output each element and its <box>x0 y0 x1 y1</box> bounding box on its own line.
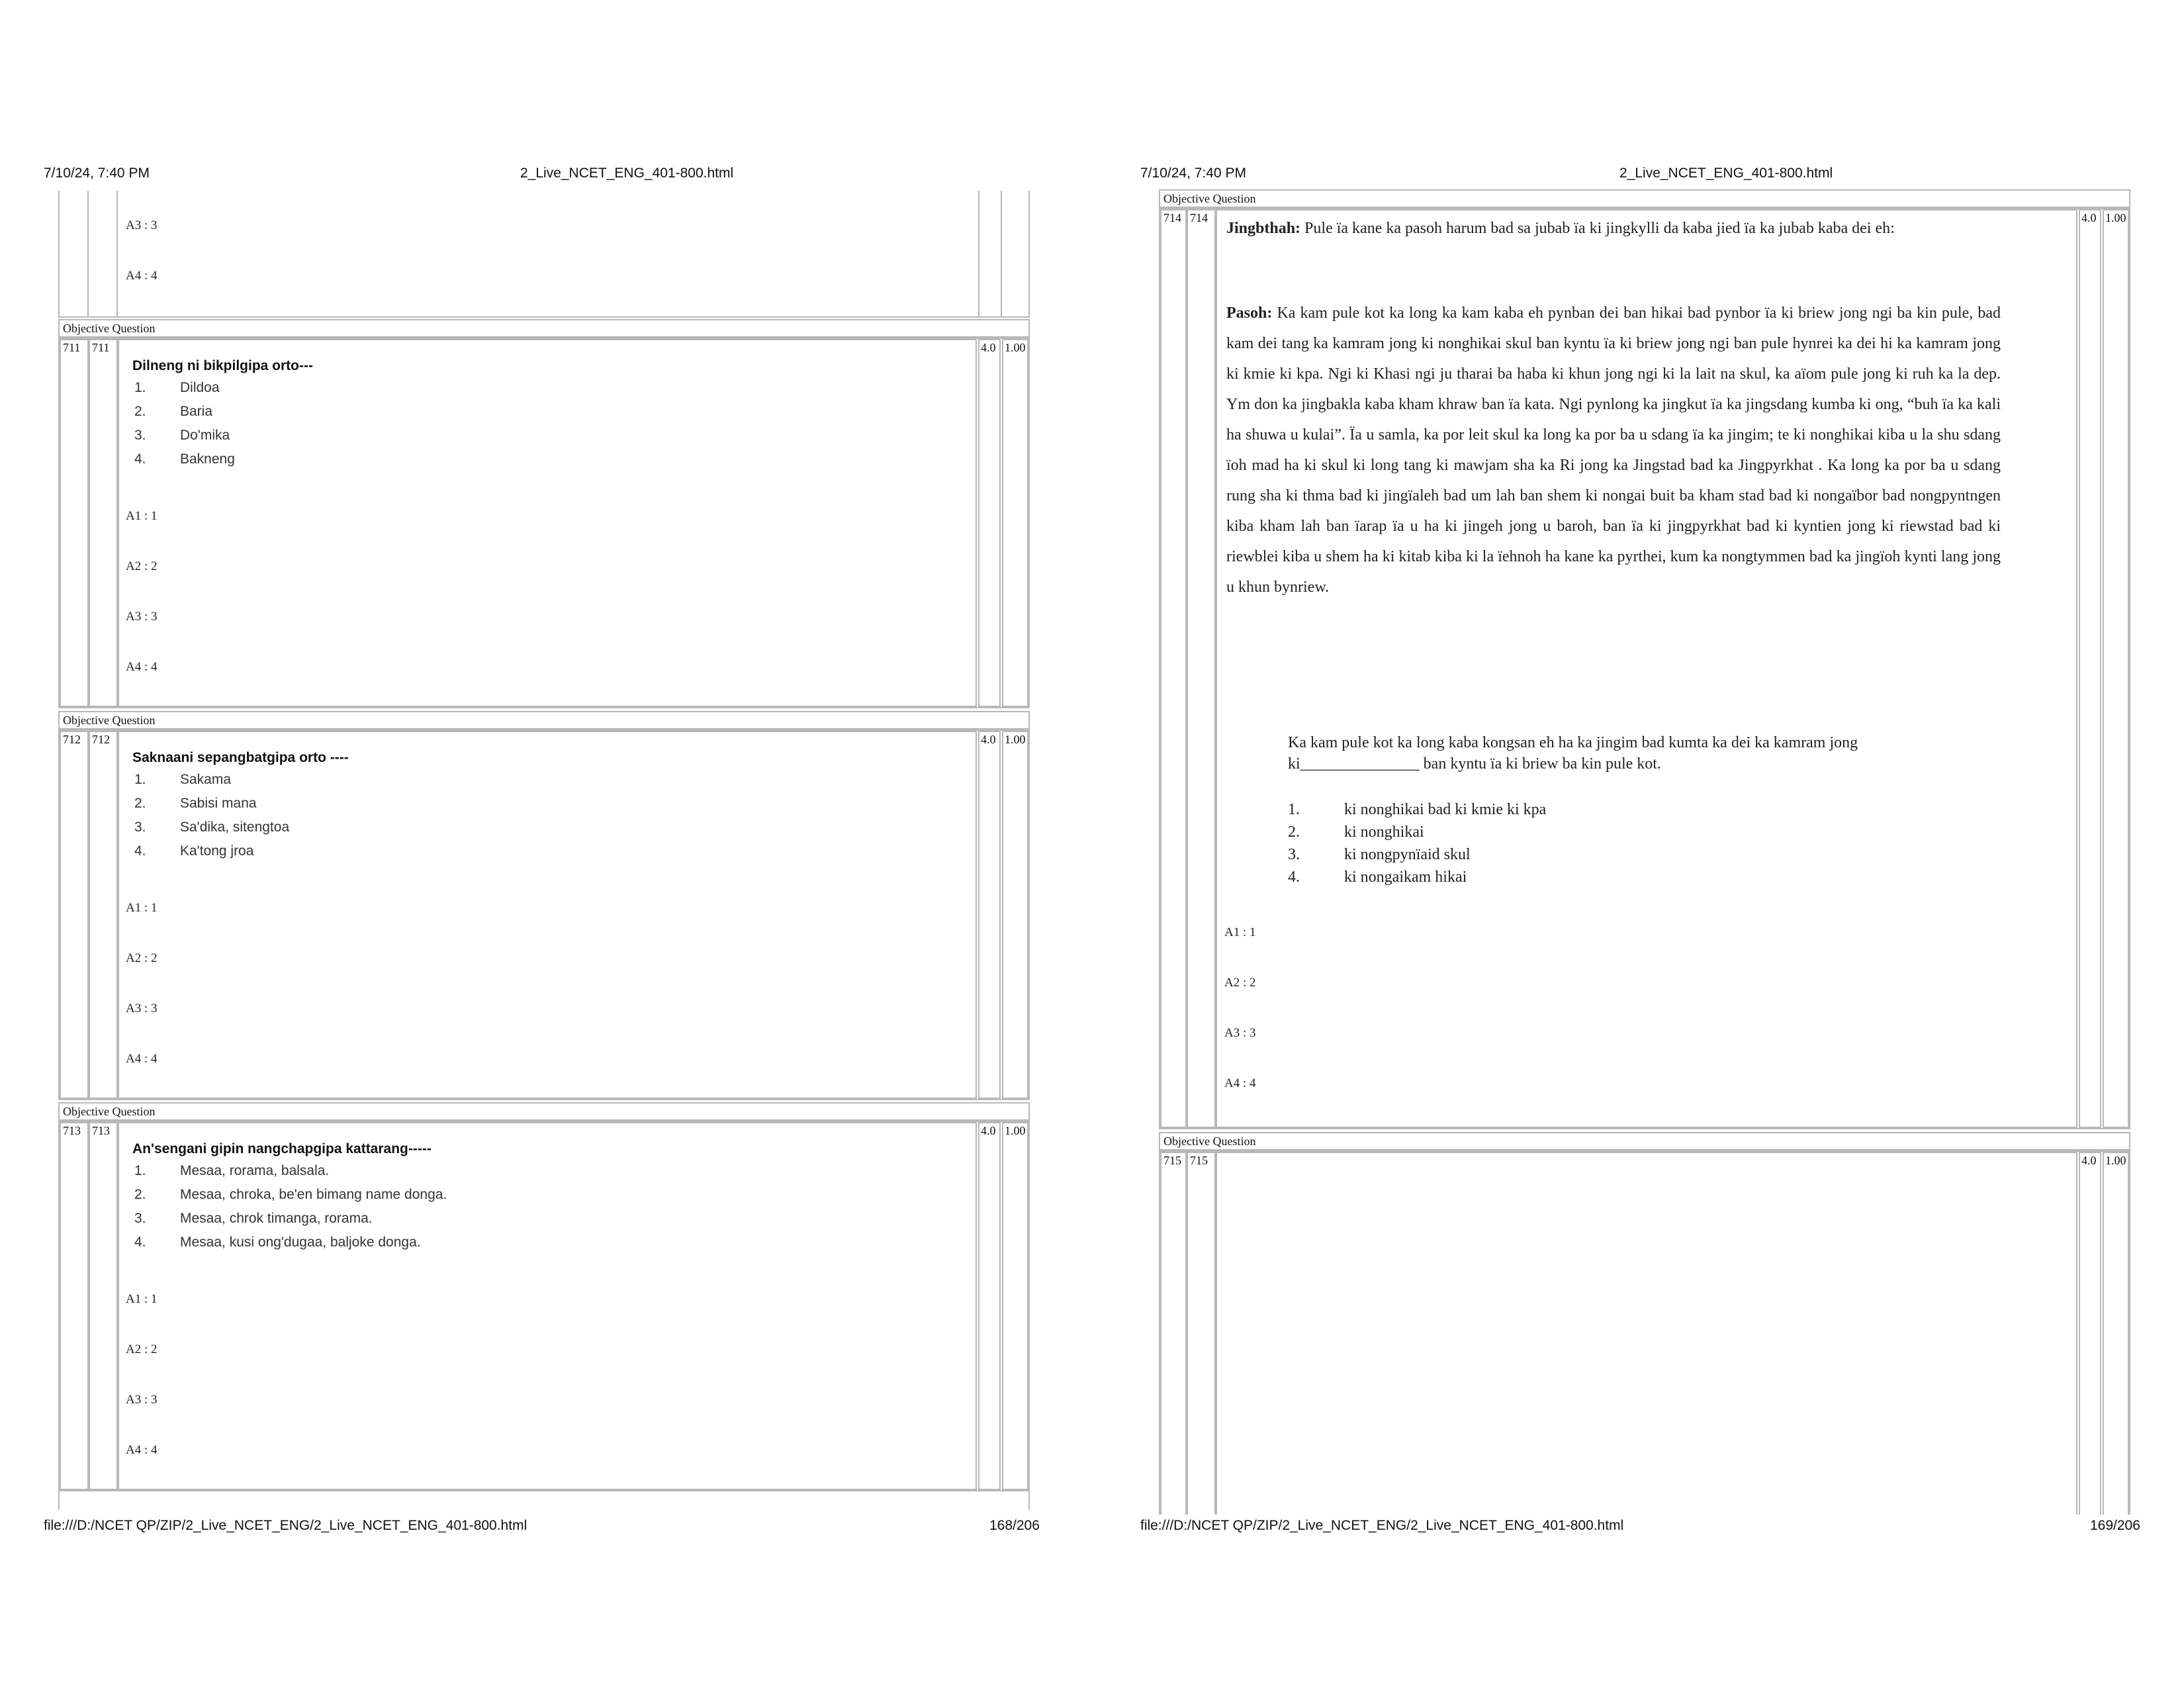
question-serial: 715 <box>1163 1154 1181 1167</box>
negative-marks-value: 1.00 <box>1005 1124 1026 1137</box>
option-number: 3. <box>1288 846 1300 863</box>
table-border <box>1028 1491 1030 1510</box>
answer-option: A2 : 2 <box>1224 976 1256 990</box>
answer-option: A2 : 2 <box>126 951 158 965</box>
table-border <box>978 191 979 318</box>
section-header <box>58 711 1030 729</box>
question-id: 713 <box>92 1124 110 1137</box>
question-id: 711 <box>92 341 110 354</box>
section-header <box>58 1102 1030 1121</box>
instruction <box>1226 213 2001 244</box>
option-number: 4. <box>134 843 146 859</box>
option-text: ki nongpynïaid skul <box>1344 846 1471 863</box>
negative-marks-cell <box>1002 1122 1028 1490</box>
question-cell <box>1216 1152 2077 1515</box>
option-number: 1. <box>134 772 146 787</box>
option-text: ki nongaikam hikai <box>1344 868 1467 886</box>
question-text: Saknaani sepangbatgipa orto ---- <box>132 750 349 765</box>
id-cell <box>1187 209 1216 1128</box>
question-serial: 711 <box>63 341 81 354</box>
negative-marks-value: 1.00 <box>2105 1154 2126 1167</box>
negative-marks-value: 1.00 <box>1005 733 1026 746</box>
option-number: 2. <box>134 1187 146 1202</box>
option-text: Baria <box>180 404 213 419</box>
answer-option: A3 : 3 <box>126 1002 158 1015</box>
page-number: 169/206 <box>2090 1518 2140 1533</box>
section-header <box>1159 1132 2130 1150</box>
option-text: Sakama <box>180 772 232 787</box>
option-text: ki nonghikai <box>1344 823 1424 841</box>
negative-marks-cell <box>1002 731 1028 1099</box>
marks-value: 4.0 <box>2081 1154 2097 1167</box>
page-number: 168/206 <box>989 1518 1040 1533</box>
negative-marks-cell <box>2103 209 2129 1128</box>
section-label: Objective Question <box>1163 1135 1256 1148</box>
answer-option: A1 : 1 <box>126 509 158 523</box>
answer-option: A3 : 3 <box>126 218 158 232</box>
section-label: Objective Question <box>63 322 156 335</box>
table-border <box>1001 191 1002 318</box>
option-number: 1. <box>1288 801 1300 818</box>
id-cell <box>89 339 118 707</box>
answer-option: A4 : 4 <box>126 1052 158 1066</box>
table-border <box>58 1491 60 1510</box>
print-title: 2_Live_NCET_ENG_401-800.html <box>1619 165 1833 181</box>
section-header <box>1159 189 2130 208</box>
question-cell <box>118 339 977 707</box>
section-header <box>58 319 1030 338</box>
instruction-text: Pule ïa kane ka pasoh harum bad sa jubab ïa ki jingkylli da kaba jied ïa ka jubab kaba dei eh: <box>1304 220 1895 237</box>
table-border <box>1028 191 1030 318</box>
option-number: 3. <box>134 1211 146 1226</box>
id-cell <box>89 731 118 1099</box>
option-number: 3. <box>134 428 146 443</box>
option-number: 4. <box>134 1235 146 1250</box>
negative-marks-cell <box>2103 1152 2129 1515</box>
question-cell <box>118 731 977 1099</box>
option-number: 2. <box>134 404 146 419</box>
marks-cell <box>2079 1152 2101 1515</box>
answer-option: A1 : 1 <box>126 1292 158 1306</box>
option-number: 1. <box>134 380 146 395</box>
option-number: 2. <box>134 796 146 811</box>
serial-cell <box>1160 1152 1187 1515</box>
print-datetime: 7/10/24, 7:40 PM <box>44 165 150 181</box>
answer-option: A1 : 1 <box>126 901 158 915</box>
section-label: Objective Question <box>1163 192 1256 205</box>
negative-marks-cell <box>1002 339 1028 707</box>
marks-cell <box>978 339 1001 707</box>
option-text: Mesaa, rorama, balsala. <box>180 1163 330 1178</box>
print-title: 2_Live_NCET_ENG_401-800.html <box>520 165 734 181</box>
serial-cell <box>60 1122 89 1490</box>
question-stem: ki_______________ ban kyntu ïa ki briew ba kin pule kot. <box>1288 755 1661 773</box>
option-text: Mesaa, chrok timanga, rorama. <box>180 1211 373 1226</box>
option-number: 2. <box>1288 823 1300 841</box>
passage <box>1226 298 2001 602</box>
option-text: Sabisi mana <box>180 796 257 811</box>
option-text: Sa'dika, sitengtoa <box>180 820 290 835</box>
question-text: Dilneng ni bikpilgipa orto--- <box>132 358 313 373</box>
instruction-label: Jingbthah: <box>1226 220 1301 237</box>
question-id: 715 <box>1190 1154 1208 1167</box>
option-text: Mesaa, kusi ong'dugaa, baljoke donga. <box>180 1235 421 1250</box>
option-text: Mesaa, chroka, be'en bimang name donga. <box>180 1187 447 1202</box>
answer-option: A4 : 4 <box>1224 1076 1256 1090</box>
question-id: 712 <box>92 733 110 746</box>
marks-value: 4.0 <box>981 1124 996 1137</box>
table-border <box>116 191 118 318</box>
question-serial: 712 <box>63 733 81 746</box>
marks-value: 4.0 <box>2081 211 2097 224</box>
passage-label: Pasoh: <box>1226 305 1273 322</box>
question-stem: Ka kam pule kot ka long kaba kongsan eh ha ka jingim bad kumta ka dei ka kamram jong <box>1288 734 1858 751</box>
negative-marks-value: 1.00 <box>2105 211 2126 224</box>
question-serial: 713 <box>63 1124 81 1137</box>
marks-value: 4.0 <box>981 341 996 354</box>
answer-option: A3 : 3 <box>126 610 158 624</box>
answer-option: A4 : 4 <box>126 660 158 674</box>
print-datetime: 7/10/24, 7:40 PM <box>1140 165 1246 181</box>
answer-option: A4 : 4 <box>126 1443 158 1457</box>
marks-cell <box>978 1122 1001 1490</box>
passage-text: Ka kam pule kot ka long ka kam kaba eh pynban dei ban hikai bad pynbor ïa ki briew jong ngi ba kin pule, bad kam dei tang ka kamram jong ki nonghikai skul ban kyntu ïa ki briew jong ngi ban pule hynrei ka dei hi ka kamram jong ki kmie ki kpa. Ngi ki Khasi ngi ju tharai ba haba ki khun jong ngi ki la lait na skul, ka aïom pule jong ki ruh ka la dep. Ym don ka jingbakla kaba kham khraw ban ïa kata. Ngi pynlong ka jingkut ïa ka jingsdang kumba ki ong, “buh ïa ka kali ha shuwa u kulai”. Ïa u samla, ka por leit skul ka long ka por ba u sdang ïa ka jingim; te ki nonghikai kiba u la shu sdang ïoh mad ha ki skul ki long tang ki mawjam sha ka Ri jong ka Jingstad bad ka Jingpyrkhat . Ka long ka por ba u sdang rung sha ki thma bad ki jingïaleh bad um lah ban shem ki nongai buit ba kham stad bad ki nongaïbor bad nongpyntngen kiba kham lah ban ïarap ïa u ha ki jingeh jong u baroh, ban ïa ki jingpyrkhat bad ki kyntien jong ki riewstad bad ki riewblei kiba u shem ha ki kitab kiba ki la ïehnoh ha kane ka pyrthei, kum ka nongtymmen bad ka jingïoh kynti lang jong u khun bynriew. <box>1226 305 2001 596</box>
answer-option: A1 : 1 <box>1224 925 1256 939</box>
print-file-path: file:///D:/NCET QP/ZIP/2_Live_NCET_ENG/2_Live_NCET_ENG_401-800.html <box>1140 1518 1624 1533</box>
answer-option: A4 : 4 <box>126 269 158 283</box>
answer-option: A3 : 3 <box>126 1393 158 1407</box>
option-text: ki nonghikai bad ki kmie ki kpa <box>1344 801 1547 818</box>
table-border <box>87 191 89 318</box>
print-file-path: file:///D:/NCET QP/ZIP/2_Live_NCET_ENG/2_Live_NCET_ENG_401-800.html <box>44 1518 527 1533</box>
option-number: 4. <box>134 451 146 467</box>
marks-cell <box>2079 209 2101 1128</box>
table-border <box>58 191 60 318</box>
serial-cell <box>60 731 89 1099</box>
marks-cell <box>978 731 1001 1099</box>
page-169 <box>1092 0 2184 1688</box>
negative-marks-value: 1.00 <box>1005 341 1026 354</box>
answer-option: A2 : 2 <box>126 559 158 573</box>
marks-value: 4.0 <box>981 733 996 746</box>
option-text: Bakneng <box>180 451 235 467</box>
question-id: 714 <box>1190 211 1208 224</box>
id-cell <box>1187 1152 1216 1515</box>
option-text: Do'mika <box>180 428 230 443</box>
id-cell <box>89 1122 118 1490</box>
serial-cell <box>60 339 89 707</box>
section-label: Objective Question <box>63 714 156 727</box>
serial-cell <box>1160 209 1187 1128</box>
option-number: 3. <box>134 820 146 835</box>
answer-option: A2 : 2 <box>126 1342 158 1356</box>
question-serial: 714 <box>1163 211 1181 224</box>
section-label: Objective Question <box>63 1105 156 1118</box>
option-number: 1. <box>134 1163 146 1178</box>
option-number: 4. <box>1288 868 1300 886</box>
option-text: Ka'tong jroa <box>180 843 254 859</box>
answer-option: A3 : 3 <box>1224 1026 1256 1040</box>
option-text: Dildoa <box>180 380 220 395</box>
question-text: An'sengani gipin nangchapgipa kattarang----- <box>132 1141 432 1156</box>
